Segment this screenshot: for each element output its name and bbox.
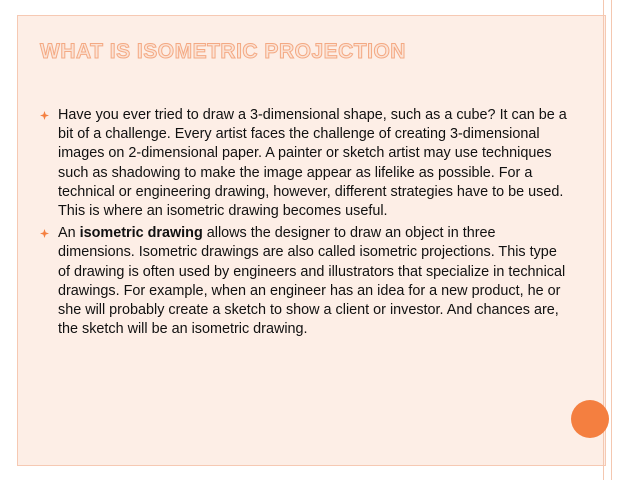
- decorative-circle: [571, 400, 609, 438]
- diamond-bullet-icon: [30, 106, 58, 120]
- bullet-text-intro: An: [58, 225, 80, 242]
- bullet-item: [30, 106, 570, 221]
- bullet-text: Have you ever tried to draw a 3-dimensional shape, such as a cube? It can be a bit of a challenge. Every artist faces the challenge of creating 3-dimensional images on 2-dimensional paper. A painter or sketch artist may use techniques such as shadowing to make the image appear as lifelike as possible. For a technical or engineering drawing, however, different strategies have to be used. This is where an isometric drawing becomes useful.: [58, 107, 567, 220]
- bullet-list: [30, 106, 570, 342]
- bold-term: isometric drawing: [79, 225, 203, 242]
- right-border-line-outer: [611, 0, 612, 480]
- bullet-item: [30, 224, 570, 339]
- bullet-text: [58, 224, 570, 339]
- bullet-text-rest: allows the designer to draw an object in three dimensions. Isometric drawings are also called isometric projections. This type of drawing is often used by engineers and illustrators that specialize in technical drawings. For example, when an engineer has an idea for a new product, he or she will probably create a sketch to show a client or investor. And chances are, the sketch will be an isometric drawing.: [58, 225, 566, 338]
- slide-title: WHAT IS ISOMETRIC PROJECTION: [40, 40, 406, 63]
- diamond-bullet-icon: [30, 224, 58, 238]
